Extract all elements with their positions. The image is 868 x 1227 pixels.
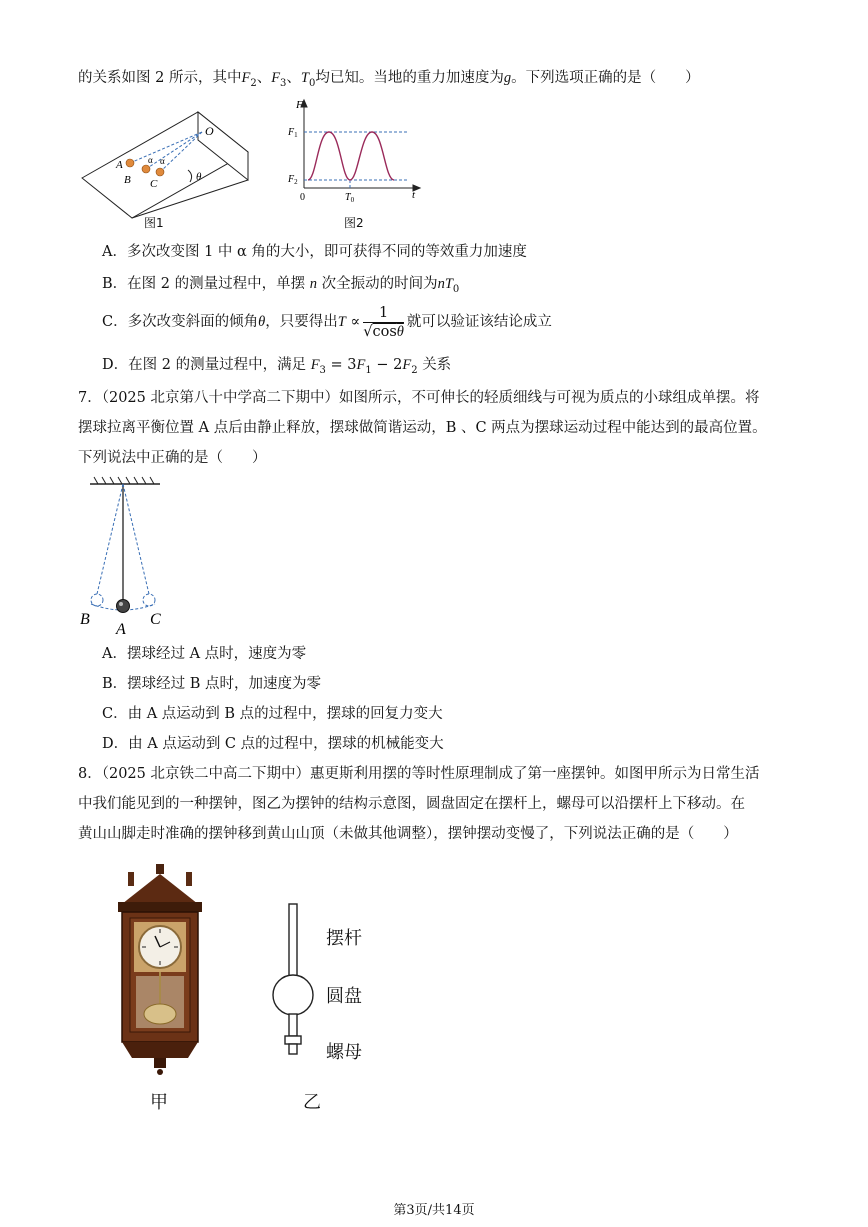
label-nut: 螺母 [326,1042,362,1063]
fig1-label-A: A [116,159,123,171]
fig2-label-F2: F [288,174,295,185]
svg-text:T0: $T_0$ [345,192,355,204]
fig2-label-F1: F [288,127,295,138]
q6-intro-line: 的关系如图 2 所示，其中$F_2$、$F_3$、$T_0$均已知。当地的重力加速度为g。下列选项正确的是（ ） [78,70,700,89]
q7-option-b[interactable]: B．摆球经过 B 点时，加速度为零 [102,676,322,692]
q7-label-B: B [80,611,90,628]
q7-pendulum-figure [76,476,186,636]
fig2-label-T0: T [345,192,351,203]
q7-stem-line-1: 7．（2025 北京第八十中学高二下期中）如图所示，不可伸长的轻质细线与可视为质点的小球组成单摆。将 [78,390,760,406]
fig1-label-alpha-2: α [160,156,165,166]
svg-text:F2: $F_2$ [288,174,298,186]
q7-label-A: A [116,621,126,636]
q6-figure-1-incline [78,100,258,220]
q7-option-d[interactable]: D．由 A 点运动到 C 点的过程中，摆球的机械能变大 [102,736,444,752]
fig1-label-B: B [124,174,131,186]
page-footer: 第3页/共14页 [393,1203,475,1218]
caption-jia: 甲 [150,1092,168,1113]
q7-stem-line-3: 下列说法中正确的是（ ） [78,450,267,466]
q8-stem-line-2: 中我们能见到的一种摆钟，图乙为摆钟的结构示意图，圆盘固定在摆杆上，螺母可以沿摆杆上下移动。在 [78,796,745,812]
q7-option-c[interactable]: C．由 A 点运动到 B 点的过程中，摆球的回复力变大 [102,706,443,722]
q6-option-b[interactable]: B．在图 2 的测量过程中，单摆 n 次全振动的时间为$nT_0$ [102,276,460,295]
q7-option-a[interactable]: A．摆球经过 A 点时，速度为零 [102,646,307,662]
q7-label-C: C [150,611,161,628]
fig1-label-C: C [150,178,158,190]
fig2-x-axis-label: t [412,189,416,201]
svg-text:F1: $F_1$ [288,127,298,139]
fig1-label-theta: θ [196,171,202,183]
fig2-y-axis-label: F [296,99,303,111]
q8-pendulum-clock-image [112,864,208,1076]
fig1-label-alpha-1: α [148,155,153,165]
q8-stem-line-3: 黄山山脚走时准确的摆钟移到黄山山顶（未做其他调整），摆钟摆动变慢了，下列说法正确的是（ ） [78,826,738,842]
q6-option-a[interactable]: A．多次改变图 1 中 α 角的大小，即可获得不同的等效重力加速度 [102,244,527,260]
q6-figure-2-force-time [284,98,424,210]
label-pendulum-rod: 摆杆 [326,928,362,949]
q6-option-c[interactable]: C．多次改变斜面的倾角θ，只要得出T ∝ $\frac{1}{√\cos\theta}$ 就可以验证该结论成立 [102,304,552,340]
fig2-caption: 图2 [344,216,364,230]
caption-yi: 乙 [303,1092,321,1113]
label-disk: 圆盘 [326,986,362,1007]
fig2-origin-label: 0 [300,192,305,203]
fig1-caption: 图1 [144,216,164,230]
q6-option-d[interactable]: D．在图 2 的测量过程中，满足 $F_3 = 3F_1 - 2F_2$ 关系 [102,357,452,376]
q8-clock-structure-diagram [270,900,320,1060]
fig1-label-O: O [205,124,214,138]
q8-stem-line-1: 8．（2025 北京铁二中高二下期中）惠更斯利用摆的等时性原理制成了第一座摆钟。如图甲所示为日常生活 [78,766,760,782]
q7-stem-line-2: 摆球拉离平衡位置 A 点后由静止释放，摆球做简谐运动，B 、C 两点为摆球运动过程中能达到的最高位置。 [78,420,767,436]
